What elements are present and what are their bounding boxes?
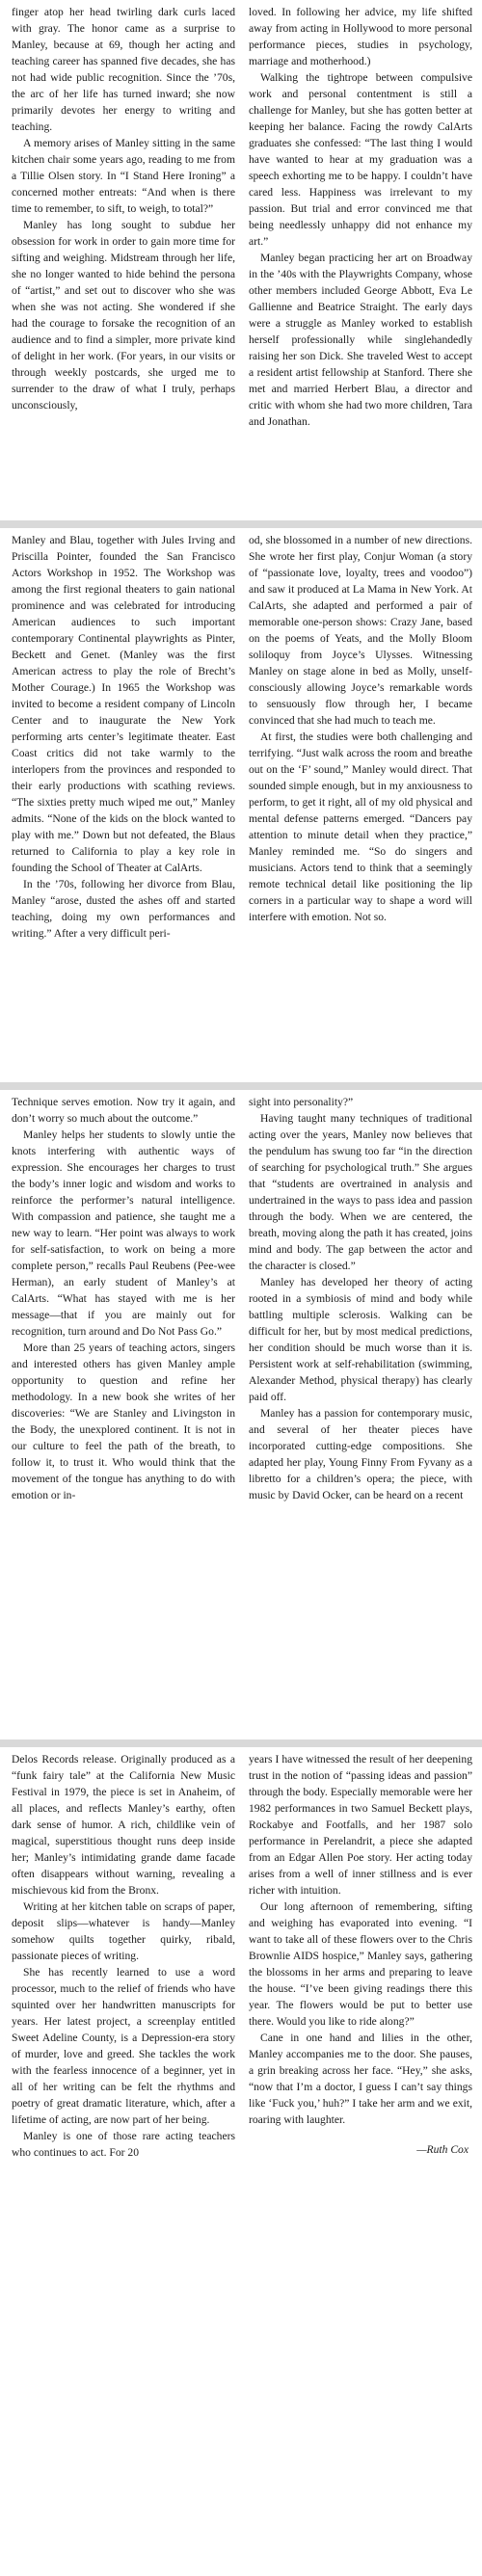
article-paragraph: Delos Records release. Originally produced as a “funk fairy tale” at the California New Music Festival in 1979, the piece is set in Anaheim, of all places, and reflects Manley’s earthy, often dark sense of humor. A rich, childlike vein of magical, superstitious thought runs deep inside her; Manley’s intimidating grande dame facade often disappears without warning, revealing a mischievous kid from the Bronx.	[12, 1753, 235, 1897]
article-paragraph: Walking the tightrope between compulsive work and personal contentment is still a challenge for Manley, but she has gotten better at keeping her balance. Facing the rowdy CalArts graduates she confessed: “The last thing I would have wanted to hear at my graduation was a speech exhorting me to be happy. I couldn’t have cared less. Happiness was irrelevant to my passion. But trial and error convinced me that being needlessly unhappy did not enhance my art.”	[249, 71, 472, 248]
article-paragraph: Manley and Blau, together with Jules Irving and Priscilla Pointer, founded the San Francisco Actors Workshop in 1952. The Workshop was among the first regional theaters to gain national prominence and was celebrated for introducing American audiences to such important contemporary Continental playwrights as Pinter, Beckett and Genet. (Manley was the first American actress to play the role of Brecht’s Mother Courage.) In 1965 the Workshop was invited to become a resident company of Lincoln Center and to inaugurate the New York performing arts center’s legitimate theater. East Coast critics did not take warmly to the interlopers from the provinces and responded to their early productions with scathing reviews. “The sixties pretty much wiped me out,” Manley admits. “None of the kids on the block wanted to play with me.” Down but not defeated, the Blaus returned to California to play a key role in founding the School of Theater at CalArts.	[12, 534, 235, 874]
article-paragraph: od, she blossomed in a number of new directions. She wrote her first play, Conjur Woman (a story of “passionate love, loyalty, trees and voodoo”) and saw it produced at La Mama in New York. At CalArts, she adapted and performed a pair of memorable one-person shows: Crazy Jane, based on the poems of Yeats, and the Molly Bloom soliloquy from Joyce’s Ulysses. Witnessing Manley on stage alone in bed as Molly, unself-consciously allowing Joyce’s remarkable words to sensuously flow through her, I became convinced that she had much to teach me.	[249, 534, 472, 727]
article-paragraph: Manley helps her students to slowly untie the knots interfering with authentic ways of expression. She encourages her charges to trust the body’s inner logic and wisdom and works to reinforce the performer’s natural intelligence. With compassion and patience, she taught me a new way to learn. “Her point was always to work for self-satisfaction, to work on being a more complete person,” recalls Paul Reubens (Pee-wee Herman), an early student of Manley’s at CalArts. “What has stayed with me is her message—that if you are mainly out for recognition, turn around and Do Not Pass Go.”	[12, 1129, 235, 1338]
article-paragraph: She has recently learned to use a word processor, much to the relief of friends who have squinted over her handwritten manuscripts for years. Her latest project, a screenplay entitled Sweet Adeline County, is a Depression-era story of murder, love and greed. She tackles the work with the fearless innocence of a beginner, yet in all of her writing can be felt the rhythms and poetry of great dramatic literature, which, after a lifetime of acting, are now part of her being.	[12, 1966, 235, 2126]
column-left	[12, 1094, 235, 1739]
column-left	[12, 4, 235, 520]
article-paragraph: Manley has developed her theory of acting rooted in a symbiosis of mind and body while battling multiple sclerosis. Walking can be difficult for her, but by most medical predictions, her condition should be much worse than it is. Persistent work at self-rehabilitation (swimming, Alexander Method, physical therapy) has clearly paid off.	[249, 1276, 472, 1403]
article-paragraph: In the ’70s, following her divorce from Blau, Manley “arose, dusted the ashes off and started teaching, doing my own performances and writing.” After a very difficult peri-	[12, 878, 235, 940]
article-section-1	[0, 0, 482, 520]
article-paragraph: Writing at her kitchen table on scraps of paper, deposit slips—whatever is handy—Manley somehow quilts together quirky, ribald, passionate pieces of writing.	[12, 1900, 235, 1962]
article-paragraph: More than 25 years of teaching actors, singers and interested others has given Manley ample opportunity to question and refine her methodology. In a new book she writes of her discoveries: “We are Stanley and Livingston in the Body, the unexplored continent. It is not in our culture to feel the path of the breath, to follow it, to trust it. Who would think that the movement of the tongue has anything to do with emotion or in-	[12, 1341, 235, 1501]
article-paragraph: At first, the studies were both challenging and terrifying. “Just walk across the room and breathe out on the ‘F’ sound,” Manley would direct. That sounded simple enough, but in my anxiousness to perform, to get it right, all of my old physical and mental defense patterns emerged. “Dancers pay attention to minute detail when they practice,” Manley reminded me. “So do singers and musicians. Actors tend to think that a seemingly remote technical detail like positioning the lip corners in a particular way to shape a word will interfere with emotion. Not so.	[249, 730, 472, 923]
column-left	[12, 532, 235, 1082]
article-paragraph: years I have witnessed the result of her deepening trust in the notion of “passing ideas and passion” through the body. Especially memorable were her 1982 performances in two Samuel Beckett plays, Rockabye and Footfalls, and her 1987 solo performance in Perelandrit, a piece she adapted from an Edgar Allen Poe story. Her acting today arises from a well of inner stillness and is ever richer with intuition.	[249, 1753, 472, 1897]
section-divider	[0, 1082, 482, 1090]
column-right	[249, 4, 472, 520]
column-left	[12, 1751, 235, 2576]
article-section-3	[0, 1090, 482, 1739]
article-paragraph: sight into personality?”	[249, 1096, 354, 1108]
column-right	[249, 1751, 472, 2576]
article-paragraph: Our long afternoon of remembering, sifting and weighing has evaporated into evening. “I want to take all of these flowers over to the Chris Brownlie AIDS hospice,” Manley says, gathering the blossoms in her arms and preparing to leave the house. “I’ve been giving readings there this year. The flowers would be put to better use there. Would you like to ride along?”	[249, 1900, 472, 2028]
section-divider	[0, 520, 482, 528]
section-divider	[0, 1739, 482, 1747]
article-paragraph: loved. In following her advice, my life shifted away from acting in Hollywood to more personal performance pieces, studies in psychology, marriage and motherhood.)	[249, 6, 472, 67]
article-paragraph: Manley began practicing her art on Broadway in the ’40s with the Playwrights Company, whose other members included George Abbott, Eva Le Gallienne and Beatrice Straight. The early days were a struggle as Manley worked to establish herself professionally while singlehandedly raising her son Dick. She traveled West to accept a resident artist fellowship at Stanford. There she met and married Herbert Blau, a director and critic with whom she had two more children, Tara and Jonathan.	[249, 252, 472, 428]
article-paragraph: Cane in one hand and lilies in the other, Manley accompanies me to the door. She pauses, a grin breaking across her face. “Hey,” she asks, “now that I’m a doctor, I guess I can’t say things like ‘Fuck you,’ huh?” I take her arm and we exit, roaring with laughter.	[249, 2032, 472, 2126]
article-paragraph: Manley has a passion for contemporary music, and several of her theater pieces have incorporated cutting-edge compositions. She adapted her play, Young Finny From Fyvany as a libretto for a children’s opera; the piece, with music by David Ocker, can be heard on a recent	[249, 1407, 472, 1501]
article-paragraph: Having taught many techniques of traditional acting over the years, Manley now believes that the pendulum has swung too far “in the direction of searching for psychological truth.” She argues that “students are overtrained in analysis and undertrained in the ways to pass idea and passion through the body. When we are centered, the breath, moving along the path it has created, joins mind and body. The gap between the actor and the character is closed.”	[249, 1112, 472, 1272]
article-section-2	[0, 528, 482, 1082]
article-paragraph: Technique serves emotion. Now try it again, and don’t worry so much about the outcome.”	[12, 1096, 235, 1125]
column-right	[249, 1094, 472, 1739]
article-paragraph: Manley is one of those rare acting teachers who continues to act. For 20	[12, 2130, 235, 2159]
author-signature: —Ruth Cox	[416, 2143, 469, 2156]
article-paragraph: finger atop her head twirling dark curls laced with gray. The honor came as a surprise to Manley, because at 69, though her acting and teaching career has spanned five decades, she has not had wide public recognition. Since the ’70s, the arc of her life has turned inward; she now primarily devotes her energy to writing and teaching.	[12, 6, 235, 133]
article-paragraph: Manley has long sought to subdue her obsession for work in order to gain more time for sifting and weighing. Midstream through her life, she no longer wanted to hide behind the persona of “artist,” and set out to discover who she was when she was not acting. She wondered if she had the courage to forsake the recognition of an audience and to find a simpler, more private kind of delight in her work. (For years, in our visits or through weekly postcards, she urged me to surrender to the draw of what I truly, perhaps unconsciously,	[12, 219, 235, 412]
article-section-4	[0, 1747, 482, 2576]
article-paragraph: A memory arises of Manley sitting in the same kitchen chair some years ago, reading to me from a Tillie Olsen story. In “I Stand Here Ironing” a concerned mother entreats: “And when is there time to remember, to sift, to weigh, to total?”	[12, 137, 235, 215]
column-right	[249, 532, 472, 1082]
